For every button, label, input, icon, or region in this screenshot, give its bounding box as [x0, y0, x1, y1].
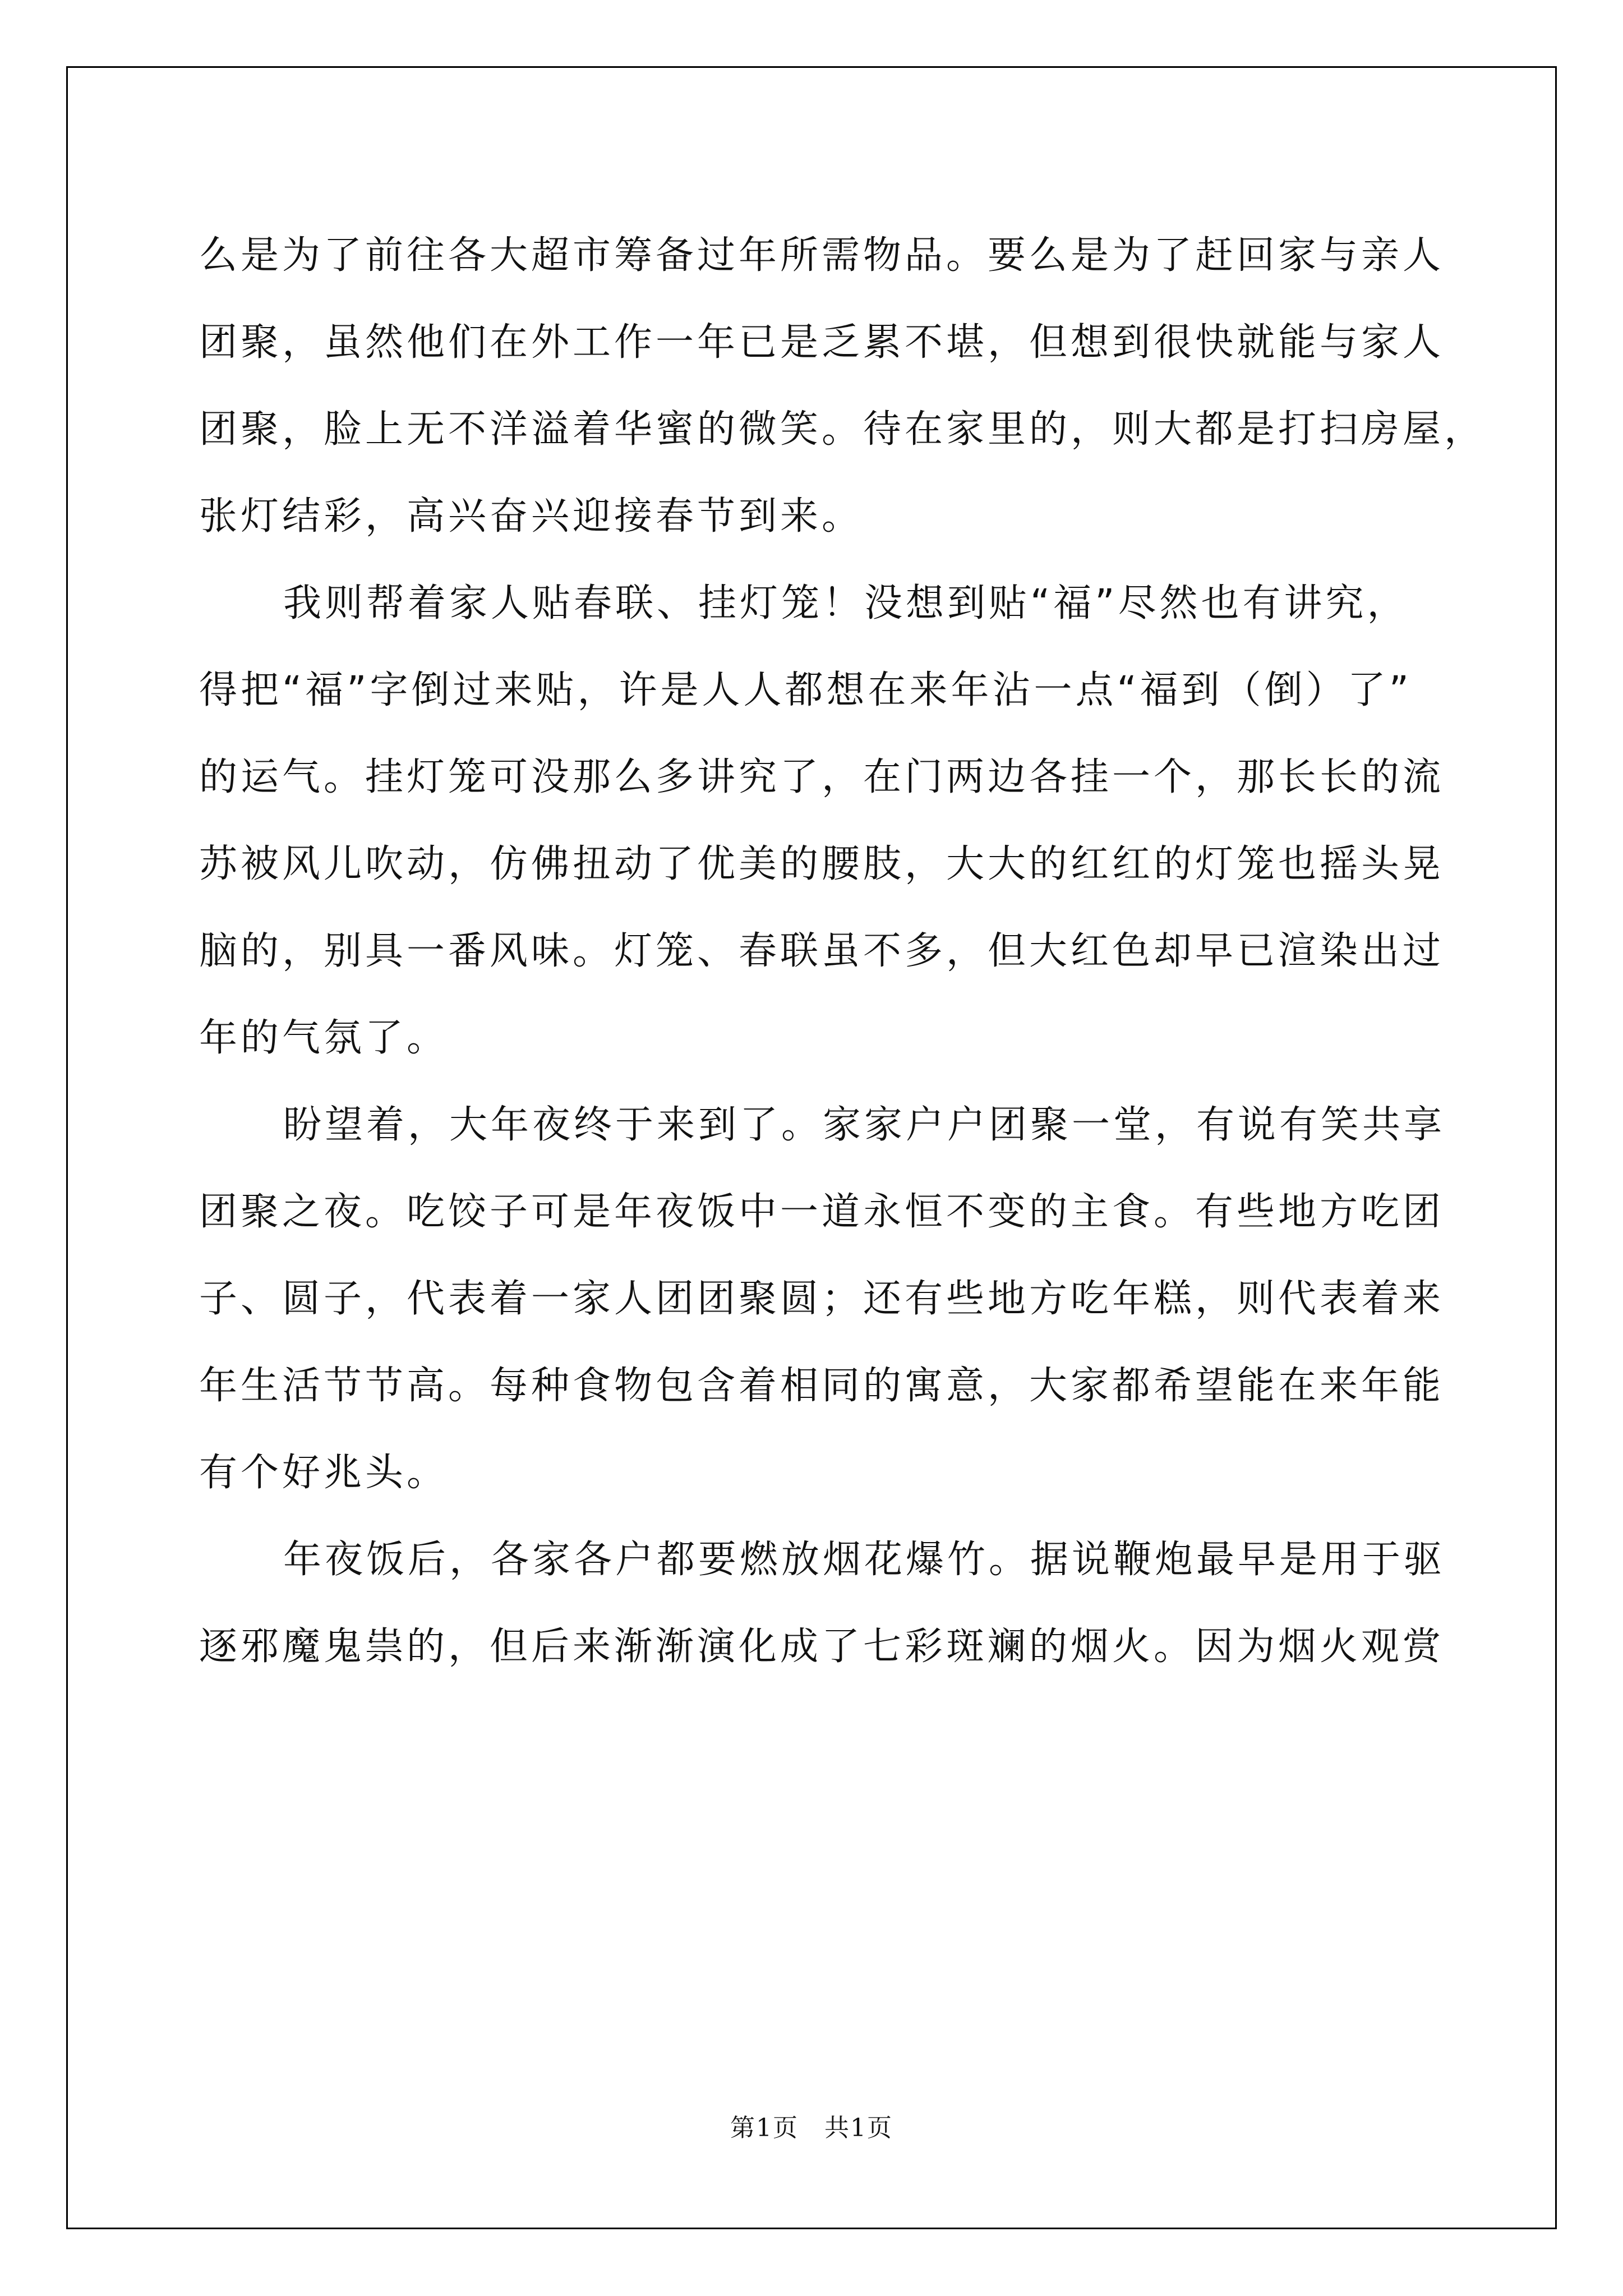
text-line: 得把“福”字倒过来贴，许是人人都想在来年沾一点“福到（倒）了”: [199, 668, 1412, 712]
text-line: 年的气氛了。: [199, 1016, 449, 1060]
paragraph: [199, 212, 1486, 560]
text-line: 么是为了前往各大超市筹备过年所需物品。要么是为了赶回家与亲人: [199, 233, 1445, 278]
text-line: 团聚，虽然他们在外工作一年已是乏累不堪，但想到很快就能与家人: [199, 320, 1445, 365]
paragraph: [199, 1082, 1446, 1516]
text-line: 的运气。挂灯笼可没那么多讲究了，在门两边各挂一个，那长长的流: [199, 755, 1445, 799]
text-line: 团聚，脸上无不洋溢着华蜜的微笑。待在家里的，则大都是打扫房屋，: [199, 407, 1486, 452]
text-line: 逐邪魔鬼祟的，但后来渐渐演化成了七彩斑斓的烟火。因为烟火观赏: [199, 1625, 1445, 1669]
text-line: 苏被风儿吹动，仿佛扭动了优美的腰肢，大大的红红的灯笼也摇头晃: [199, 842, 1445, 886]
paragraph: [199, 1516, 1446, 1690]
text-line: 子、圆子，代表着一家人团团聚圆；还有些地方吃年糕，则代表着来: [199, 1277, 1445, 1321]
paragraph: [199, 560, 1445, 1082]
text-line: 张灯结彩，高兴奋兴迎接春节到来。: [199, 494, 864, 539]
text-line: 年生活节节高。每种食物包含着相同的寓意，大家都希望能在来年能: [199, 1364, 1445, 1408]
text-line: 脑的，别具一番风味。灯笼、春联虽不多，但大红色却早已渲染出过: [199, 929, 1445, 973]
text-line: 有个好兆头。: [199, 1451, 449, 1495]
document-body: [199, 212, 1486, 1690]
text-line: 年夜饭后，各家各户都要燃放烟花爆竹。据说鞭炮最早是用于驱: [283, 1538, 1446, 1582]
text-line: 盼望着，大年夜终于来到了。家家户户团聚一堂，有说有笑共享: [283, 1103, 1446, 1147]
text-line: 团聚之夜。吃饺子可是年夜饭中一道永恒不变的主食。有些地方吃团: [199, 1190, 1445, 1234]
text-line: 我则帮着家人贴春联、挂灯笼！没想到贴“福”尽然也有讲究，: [283, 581, 1409, 625]
page-number-footer: 第1页 共1页: [730, 2114, 893, 2142]
